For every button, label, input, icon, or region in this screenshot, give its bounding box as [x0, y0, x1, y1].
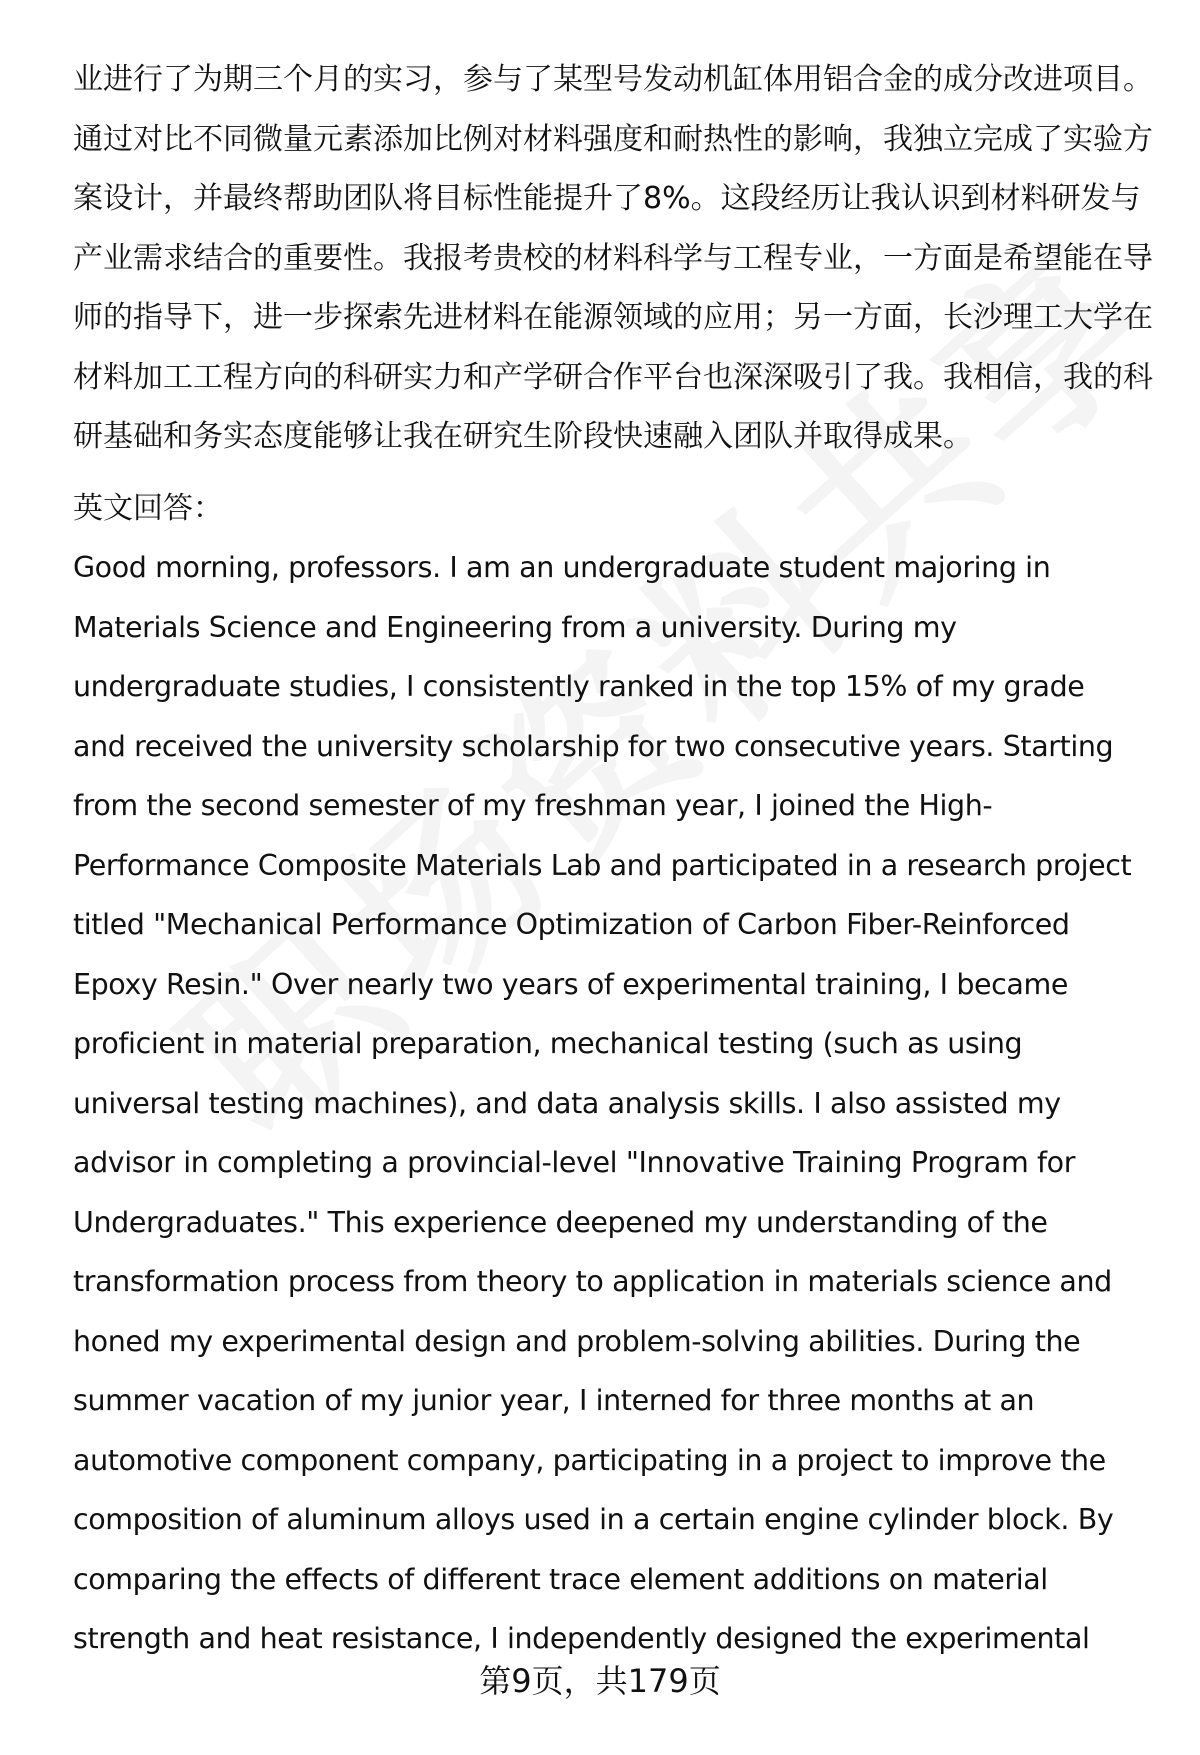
english-answer-paragraph [73, 538, 1163, 1669]
chinese-line: 产业需求结合的重要性。我报考贵校的材料科学与工程专业，一方面是希望能在导 [73, 240, 1153, 276]
english-line: comparing the effects of different trace element additions on material [73, 1562, 1048, 1596]
english-line: Materials Science and Engineering from a university. During my [73, 610, 957, 644]
english-line: honed my experimental design and problem-solving abilities. During the [73, 1324, 1081, 1358]
english-line: Undergraduates." This experience deepened my understanding of the [73, 1205, 1048, 1239]
english-answer-label: 英文回答： [73, 490, 223, 526]
chinese-line: 师的指导下，进一步探索先进材料在能源领域的应用；另一方面，长沙理工大学在 [73, 300, 1153, 335]
chinese-line: 通过对比不同微量元素添加比例对材料强度和耐热性的影响，我独立完成了实验方 [73, 121, 1153, 157]
chinese-line: 案设计，并最终帮助团队将目标性能提升了8%。这段经历让我认识到材料研发与 [73, 181, 1141, 216]
chinese-line: 业进行了为期三个月的实习，参与了某型号发动机缸体用铝合金的成分改进项目。 [73, 62, 1153, 97]
english-line: Performance Composite Materials Lab and participated in a research project [73, 848, 1132, 882]
english-line: Good morning, professors. I am an undergraduate student majoring in [73, 551, 1051, 584]
paragraph-gap [73, 467, 1163, 479]
english-line: proficient in material preparation, mechanical testing (such as using [73, 1027, 1023, 1060]
english-line: titled "Mechanical Performance Optimization of Carbon Fiber-Reinforced [73, 908, 1070, 941]
english-line: undergraduate studies, I consistently ranked in the top 15% of my grade [73, 670, 1085, 703]
english-line: strength and heat resistance, I independently designed the experimental [73, 1622, 1090, 1655]
chinese-line: 材料加工工程方向的科研实力和产学研合作平台也深深吸引了我。我相信，我的科 [73, 359, 1153, 395]
english-line: transformation process from theory to application in materials science and [73, 1265, 1112, 1298]
english-line: composition of aluminum alloys used in a certain engine cylinder block. By [73, 1503, 1114, 1536]
english-line: automotive component company, participating in a project to improve the [73, 1443, 1106, 1477]
document-body [73, 50, 1163, 1669]
english-line: summer vacation of my junior year, I interned for three months at an [73, 1384, 1035, 1417]
page-number-footer: 第9页，共179页 [479, 1662, 721, 1700]
english-line: advisor in completing a provincial-level "Innovative Training Program for [73, 1146, 1076, 1179]
english-line: from the second semester of my freshman year, I joined the High- [73, 789, 993, 822]
chinese-answer-paragraph [73, 50, 1163, 467]
chinese-line: 研基础和务实态度能够让我在研究生阶段快速融入团队并取得成果。 [73, 419, 973, 454]
english-line: and received the university scholarship for two consecutive years. Starting [73, 729, 1114, 763]
english-line: universal testing machines), and data analysis skills. I also assisted my [73, 1086, 1061, 1120]
english-line: Epoxy Resin." Over nearly two years of experimental training, I became [73, 967, 1068, 1001]
